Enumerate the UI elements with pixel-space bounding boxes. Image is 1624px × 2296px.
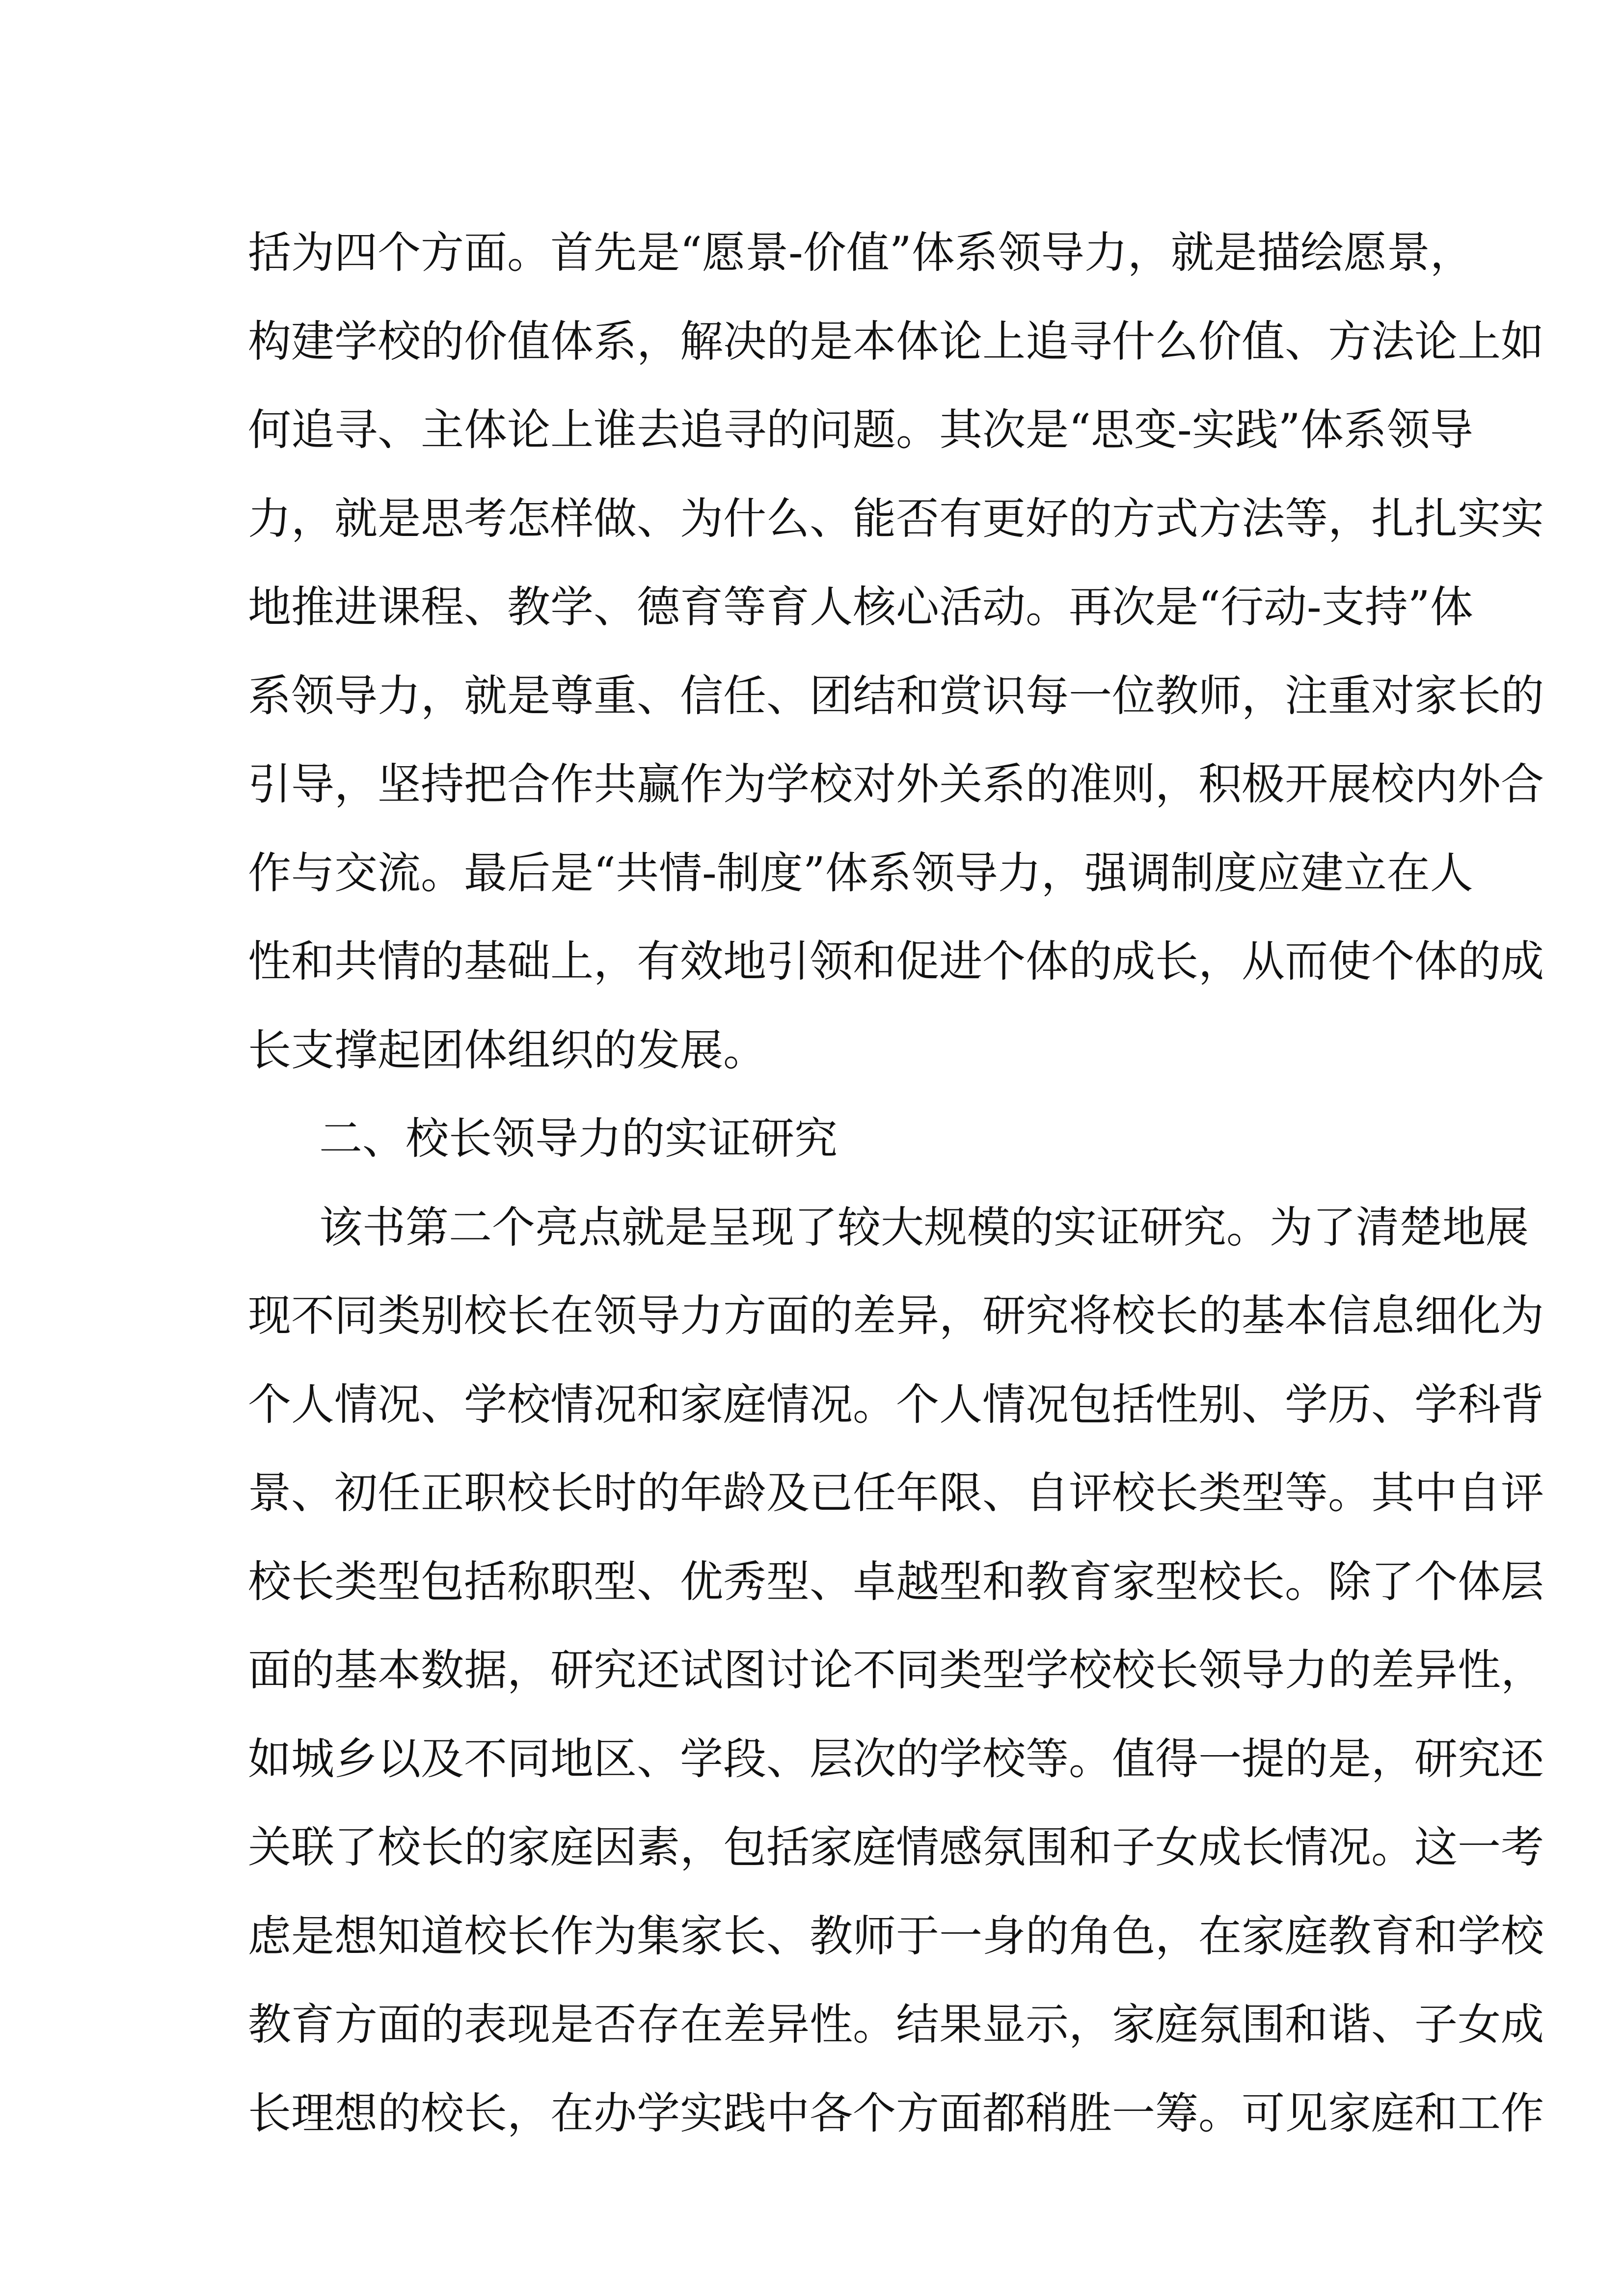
text-line: 长理想的校长，在办学实践中各个方面都稍胜一筹。可见家庭和工作 xyxy=(248,2087,1544,2138)
text-line: 景、初任正职校长时的年龄及已任年限、自评校长类型等。其中自评 xyxy=(248,1468,1544,1518)
text-line: 如城乡以及不同地区、学段、层次的学校等。值得一提的是，研究还 xyxy=(248,1733,1544,1784)
text-line: 系领导力，就是尊重、信任、团结和赏识每一位教师，注重对家长的 xyxy=(248,670,1544,721)
paragraph-first-line: 该书第二个亮点就是呈现了较大规模的实证研究。为了清楚地展 xyxy=(319,1201,1529,1253)
section-heading: 二、校长领导力的实证研究 xyxy=(319,1113,838,1164)
text-line: 教育方面的表现是否存在差异性。结果显示，家庭氛围和谐、子女成 xyxy=(248,1999,1544,2050)
text-line: 现不同类别校长在领导力方面的差异，研究将校长的基本信息细化为 xyxy=(248,1290,1544,1341)
text-line: 地推进课程、教学、德育等育人核心活动。再次是“行动-支持”体 xyxy=(248,582,1473,632)
text-line: 校长类型包括称职型、优秀型、卓越型和教育家型校长。除了个体层 xyxy=(248,1556,1544,1607)
text-line: 性和共情的基础上，有效地引领和促进个体的成长，从而使个体的成 xyxy=(248,936,1544,987)
body-text xyxy=(248,209,1544,2158)
text-line: 作与交流。最后是“共情-制度”体系领导力，强调制度应建立在人 xyxy=(248,847,1473,898)
text-line: 构建学校的价值体系，解决的是本体论上追寻什么价值、方法论上如 xyxy=(248,316,1544,367)
text-line: 力，就是思考怎样做、为什么、能否有更好的方式方法等，扎扎实实 xyxy=(248,493,1544,544)
text-line: 面的基本数据，研究还试图讨论不同类型学校校长领导力的差异性， xyxy=(248,1645,1544,1695)
text-line: 引导，坚持把合作共赢作为学校对外关系的准则，积极开展校内外合 xyxy=(248,759,1544,809)
text-line: 长支撑起团体组织的发展。 xyxy=(248,1024,767,1075)
text-line: 关联了校长的家庭因素，包括家庭情感氛围和子女成长情况。这一考 xyxy=(248,1822,1544,1872)
text-line: 括为四个方面。首先是“愿景-价值”体系领导力，就是描绘愿景， xyxy=(248,227,1473,278)
text-line: 何追寻、主体论上谁去追寻的问题。其次是“思变-实践”体系领导 xyxy=(248,404,1473,455)
text-line: 虑是想知道校长作为集家长、教师于一身的角色，在家庭教育和学校 xyxy=(248,1910,1544,1961)
text-line: 个人情况、学校情况和家庭情况。个人情况包括性别、学历、学科背 xyxy=(248,1379,1544,1430)
